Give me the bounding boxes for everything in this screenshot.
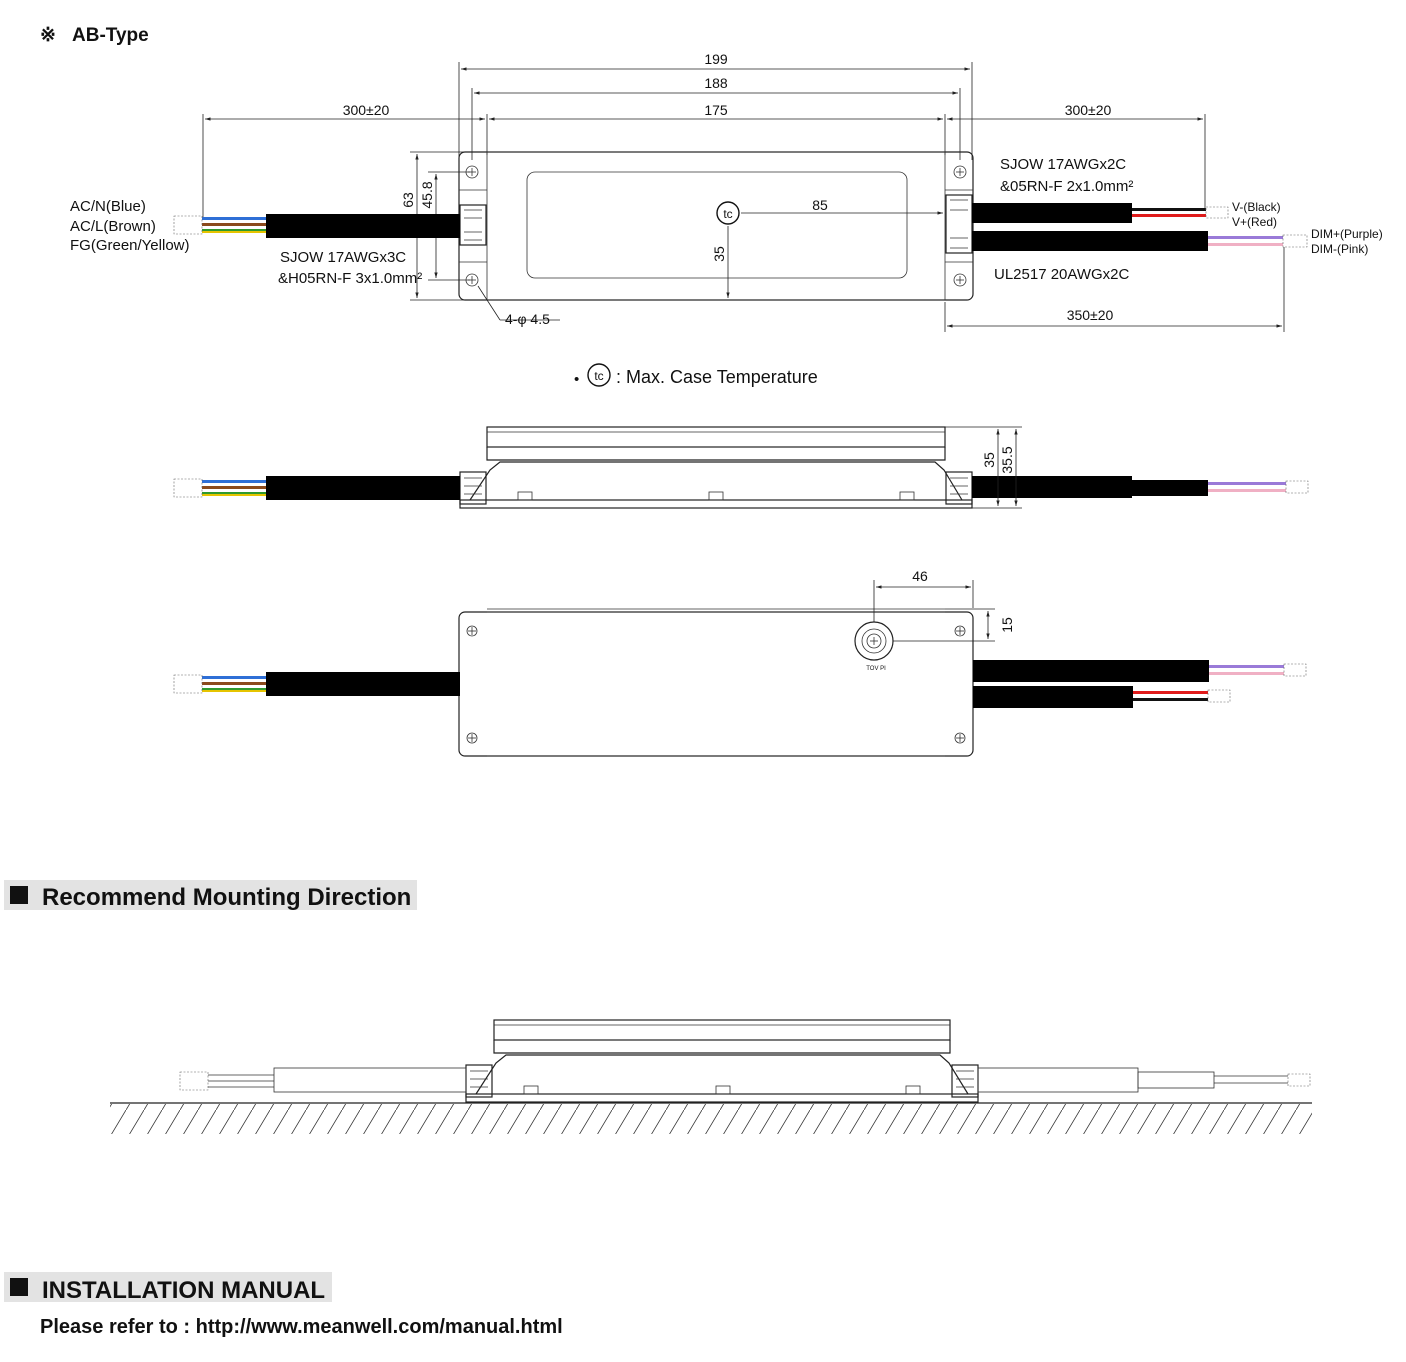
section-title-mounting: Recommend Mounting Direction bbox=[42, 884, 412, 911]
wire-label-ac-l: AC/L(Brown) bbox=[70, 218, 156, 235]
dim-label-46: 46 bbox=[912, 568, 928, 584]
left-input-cable bbox=[174, 214, 460, 238]
dim-label-holes: 4-φ 4.5 bbox=[505, 311, 550, 327]
dim-dim-lead bbox=[945, 244, 1284, 332]
bottom-view bbox=[174, 568, 1306, 756]
wire-label-dim-plus: DIM+(Purple) bbox=[1311, 227, 1383, 241]
driver-body-top bbox=[459, 152, 973, 300]
hole-callout bbox=[478, 286, 560, 327]
tc-symbol: tc bbox=[723, 207, 733, 221]
mount-hole-icon bbox=[955, 733, 965, 743]
dim-label-side-35-5: 35.5 bbox=[999, 446, 1015, 474]
dim-label-85: 85 bbox=[812, 197, 828, 213]
cable-spec-right-1: SJOW 17AWGx2C bbox=[1000, 156, 1127, 173]
dim-label-15: 15 bbox=[999, 617, 1015, 633]
top-view bbox=[70, 51, 1383, 332]
section-installation bbox=[4, 1272, 332, 1304]
cable-spec-right-2: &05RN-F 2x1.0mm² bbox=[1000, 178, 1134, 195]
right-output-cable bbox=[972, 203, 1228, 223]
dim-label-45-8: 45.8 bbox=[419, 181, 435, 209]
dim-label-199: 199 bbox=[704, 51, 728, 67]
reference-symbol: ※ bbox=[40, 25, 56, 46]
cable-spec-left-1: SJOW 17AWGx3C bbox=[280, 249, 407, 266]
dim-label-63: 63 bbox=[400, 192, 416, 208]
wire-label-v-plus: V+(Red) bbox=[1232, 215, 1278, 229]
dim-label-left-lead: 300±20 bbox=[342, 102, 390, 118]
dim-left-lead bbox=[203, 102, 485, 218]
dim-body-length bbox=[487, 102, 945, 155]
pressure-valve-icon bbox=[855, 622, 893, 672]
page-title: AB-Type bbox=[72, 25, 149, 46]
cable-spec-right-3: UL2517 20AWGx2C bbox=[994, 266, 1130, 283]
dim-label-dim-lead: 350±20 bbox=[1066, 307, 1114, 323]
dim-label-35: 35 bbox=[711, 246, 727, 262]
right-dim-cable bbox=[972, 231, 1307, 251]
tc-legend-symbol: tc bbox=[594, 369, 604, 383]
tc-legend-bullet: • bbox=[574, 371, 580, 388]
tc-point bbox=[711, 197, 943, 298]
section-bullet-icon bbox=[10, 1278, 28, 1296]
wire-label-dim-minus: DIM-(Pink) bbox=[1311, 242, 1369, 256]
tc-legend-text: : Max. Case Temperature bbox=[616, 367, 818, 387]
section-mounting bbox=[4, 880, 417, 911]
dim-label-175: 175 bbox=[704, 102, 728, 118]
mount-hole-icon bbox=[955, 626, 965, 636]
tc-legend bbox=[574, 364, 818, 388]
wire-label-v-minus: V-(Black) bbox=[1232, 200, 1281, 214]
installation-manual-link[interactable]: Please refer to : http://www.meanwell.com/manual.html bbox=[40, 1316, 563, 1338]
mount-hole-icon bbox=[467, 733, 477, 743]
cable-spec-left-2: &H05RN-F 3x1.0mm² bbox=[278, 270, 423, 287]
mount-hole-icon bbox=[467, 626, 477, 636]
dim-label-side-35: 35 bbox=[981, 452, 997, 468]
dim-label-188: 188 bbox=[704, 75, 728, 91]
valve-label: TOV PI bbox=[866, 666, 886, 672]
wire-label-ac-n: AC/N(Blue) bbox=[70, 198, 146, 215]
section-bullet-icon bbox=[10, 886, 28, 904]
wire-label-fg: FG(Green/Yellow) bbox=[70, 237, 190, 254]
mounting-diagram bbox=[110, 1020, 1312, 1134]
dim-label-right-lead: 300±20 bbox=[1064, 102, 1112, 118]
section-title-installation: INSTALLATION MANUAL bbox=[42, 1277, 326, 1304]
side-view bbox=[174, 427, 1308, 508]
mount-hole-icon bbox=[954, 274, 966, 286]
mount-hole-icon bbox=[954, 166, 966, 178]
